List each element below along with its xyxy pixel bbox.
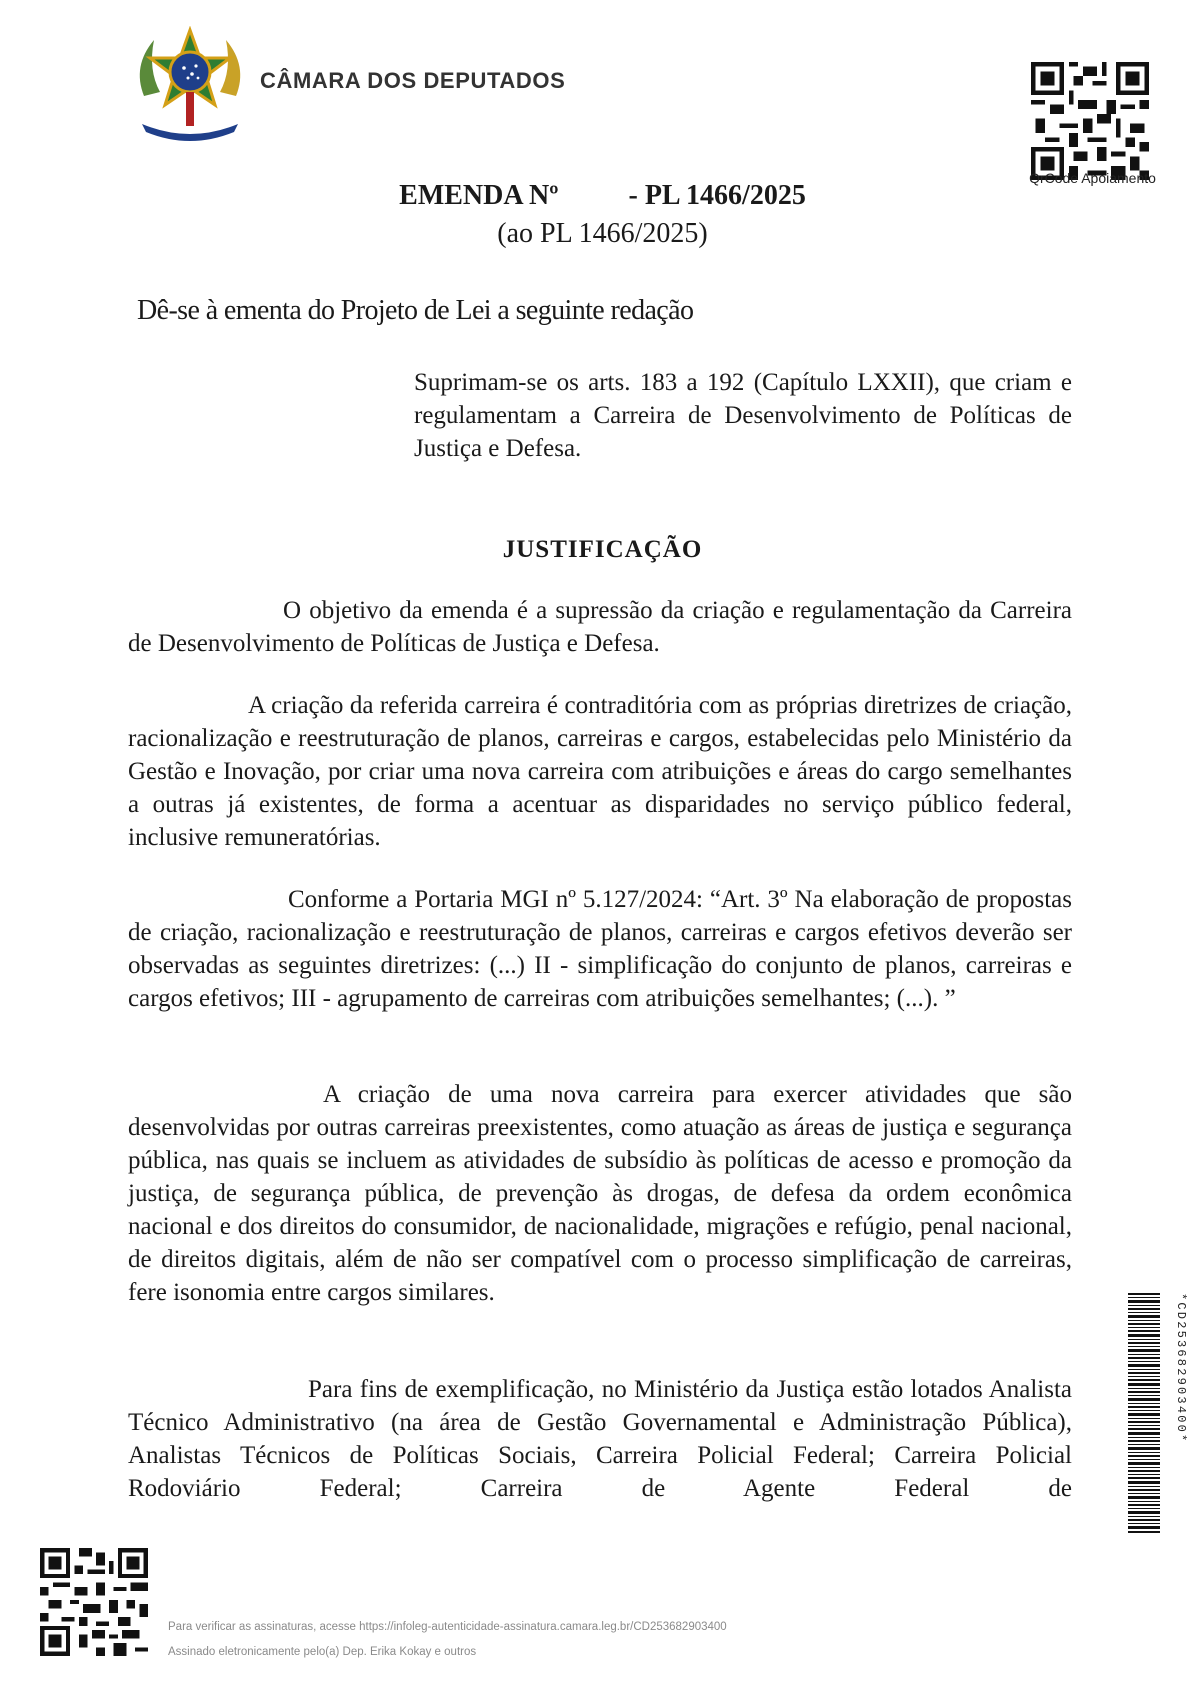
justification-paragraph: A criação da referida carreira é contraditória com as próprias diretrizes de criação, racionalização e reestruturação de planos, carreiras e cargos, estabelecidas pelo Ministério da Gestão e Inovação, por criar uma nova carreira com atribuições e áreas do cargo semelhantes a outras já existentes, de forma a acentuar as disparidades no serviço público federal, inclusive remuneratórias.: [128, 692, 1072, 851]
amended-text: Suprimam-se os arts. 183 a 192 (Capítulo LXXII), que criam e regulamentam a Carreira de Desenvolvimento de Políticas de Justiça e Defesa.: [414, 369, 1072, 462]
barcode-number: *CD253682903400*: [1174, 1293, 1188, 1444]
amendment-number-label: EMENDA Nº: [399, 180, 559, 211]
signature-qr-code[interactable]: [40, 1548, 148, 1656]
amendment-title: [0, 180, 1190, 212]
organization-name: CÂMARA DOS DEPUTADOS: [260, 68, 566, 93]
qr-code-apoiamento[interactable]: [1030, 62, 1150, 180]
justification-paragraph: A criação de uma nova carreira para exercer atividades que são desenvolvidas por outras carreiras preexistentes, como atuação as áreas de justiça e segurança pública, nas quais se incluem as atividades de subsídio às políticas de acesso e promoção da justiça, de segurança pública, de prevenção às drogas, de defesa da ordem econômica nacional e dos direitos do consumidor, de nacionalidade, migrações e refúgio, penal nacional, de direitos digitais, além de não ser compatível com o processo simplificação de carreiras, fere isonomia entre cargos similares.: [128, 1081, 1072, 1306]
justification-paragraph: Para fins de exemplificação, no Ministério da Justiça estão lotados Analista Técnico Administrativo (na área de Gestão Governamental e Administração Pública), Analistas Técnicos de Políticas Sociais, Carreira Policial Federal; Carreira Policial Rodoviário Federal; Carreira de Agente Federal de: [128, 1376, 1072, 1502]
coat-of-arms-logo: [126, 26, 254, 146]
qr-code-label: QrCode Apoiamento: [1029, 170, 1156, 186]
signed-by-text: Assinado eletronicamente pelo(a) Dep. Erika Kokay e outros: [168, 1646, 477, 1658]
document-barcode: [1128, 1293, 1160, 1533]
amendment-subtitle: (ao PL 1466/2025): [497, 218, 708, 249]
justification-paragraph: Conforme a Portaria MGI nº 5.127/2024: “Art. 3º Na elaboração de propostas de criação, racionalização e reestruturação de planos, carreiras e cargos efetivos deverão ser observadas as seguintes diretrizes: (...) II - simplificação do conjunto de planos, carreiras e cargos efetivos; III - agrupamento de carreiras com atribuições semelhantes; (...). ”: [128, 886, 1072, 1012]
justification-heading: JUSTIFICAÇÃO: [502, 536, 703, 563]
justification-paragraph: O objetivo da emenda é a supressão da criação e regulamentação da Carreira de Desenvolvimento de Políticas de Justiça e Defesa.: [128, 597, 1072, 657]
bill-reference: - PL 1466/2025: [628, 180, 806, 211]
signature-verification-text: Para verificar as assinaturas, acesse https://infoleg-autenticidade-assinatura.camara.leg.br/CD253682903400: [168, 1621, 727, 1633]
amendment-instruction: Dê-se à ementa do Projeto de Lei a seguinte redação: [137, 295, 694, 326]
